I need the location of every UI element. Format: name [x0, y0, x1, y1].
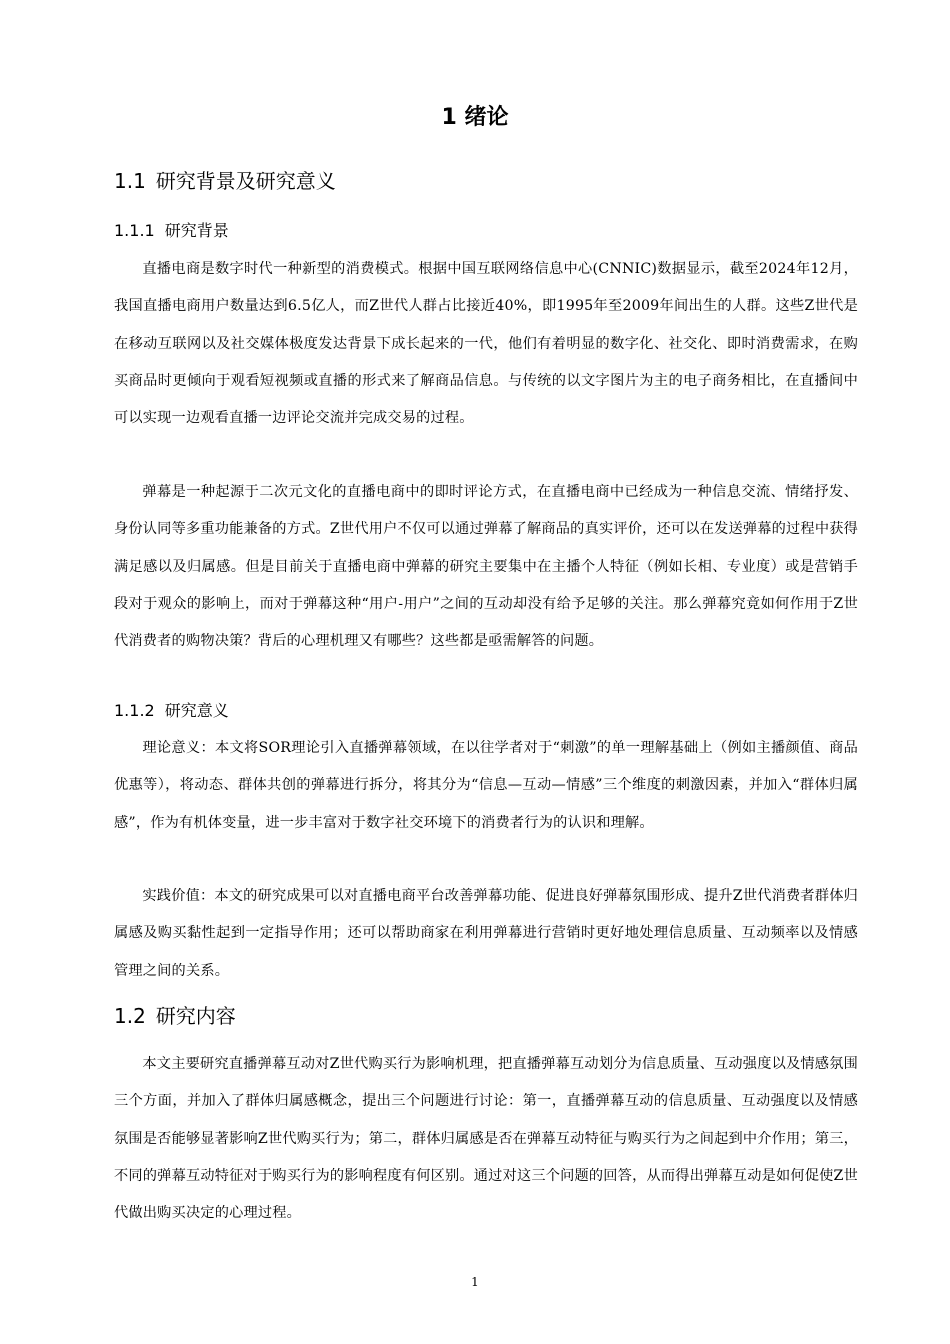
paragraph-significance-theory: 理论意义：本文将SOR理论引入直播弹幕领域，在以往学者对于“刺激”的单一理解基础上（例如主播颜值、商品优惠等），将动态、群体共创的弹幕进行拆分，将其分为“信息—互动—情感”三个维度的刺激因素，并加入“群体归属感”，作为有机体变量，进一步丰富对于数字社交环境下的消费者行为的认识和理解。	[114, 740, 858, 831]
section-number: 1.2	[114, 1004, 146, 1028]
chapter-title: 1 绪论	[441, 105, 509, 130]
subsection-title: 研究背景	[164, 221, 229, 240]
section-number: 1.1	[114, 169, 146, 193]
section-heading-1-2	[114, 1000, 236, 1032]
paragraph-research-content: 本文主要研究直播弹幕互动对Z世代购买行为影响机理，把直播弹幕互动划分为信息质量、互动强度以及情感氛围三个方面，并加入了群体归属感概念，提出三个问题进行讨论：第一，直播弹幕互动的信息质量、互动强度以及情感氛围是否能够显著影响Z世代购买行为；第二，群体归属感是否在弹幕互动特征与购买行为之间起到中介作用；第三，不同的弹幕互动特征对于购买行为的影响程度有何区别。通过对这三个问题的回答，从而得出弹幕互动是如何促使Z世代做出购买决定的心理过程。	[114, 1056, 858, 1222]
subsection-number: 1.1.2	[114, 701, 155, 720]
section-title: 研究内容	[155, 1004, 236, 1028]
subsection-title: 研究意义	[164, 701, 229, 720]
paragraph-significance-practice: 实践价值：本文的研究成果可以对直播电商平台改善弹幕功能、促进良好弹幕氛围形成、提升Z世代消费者群体归属感及购买黏性起到一定指导作用；还可以帮助商家在利用弹幕进行营销时更好地处理信息质量、互动频率以及情感管理之间的关系。	[114, 888, 858, 979]
subsection-heading-1-1-1	[114, 218, 229, 244]
page-number: 1	[471, 1275, 479, 1289]
paragraph-background-1: 直播电商是数字时代一种新型的消费模式。根据中国互联网络信息中心(CNNIC)数据显示，截至2024年12月，我国直播电商用户数量达到6.5亿人，而Z世代人群占比接近40%，即1995年至2009年间出生的人群。这些Z世代是在移动互联网以及社交媒体极度发达背景下成长起来的一代，他们有着明显的数字化、社交化、即时消费需求，在购买商品时更倾向于观看短视频或直播的形式来了解商品信息。与传统的以文字图片为主的电子商务相比，在直播间中可以实现一边观看直播一边评论交流并完成交易的过程。	[114, 261, 858, 427]
section-heading-1-1	[114, 165, 336, 197]
subsection-number: 1.1.1	[114, 221, 155, 240]
subsection-heading-1-1-2	[114, 698, 229, 724]
paragraph-background-2: 弹幕是一种起源于二次元文化的直播电商中的即时评论方式，在直播电商中已经成为一种信息交流、情绪抒发、身份认同等多重功能兼备的方式。Z世代用户不仅可以通过弹幕了解商品的真实评价，还可以在发送弹幕的过程中获得满足感以及归属感。但是目前关于直播电商中弹幕的研究主要集中在主播个人特征（例如长相、专业度）或是营销手段对于观众的影响上，而对于弹幕这种“用户-用户”之间的互动却没有给予足够的关注。那么弹幕究竟如何作用于Z世代消费者的购物决策？背后的心理机理又有哪些？这些都是亟需解答的问题。	[114, 484, 858, 650]
section-title: 研究背景及研究意义	[155, 169, 336, 193]
